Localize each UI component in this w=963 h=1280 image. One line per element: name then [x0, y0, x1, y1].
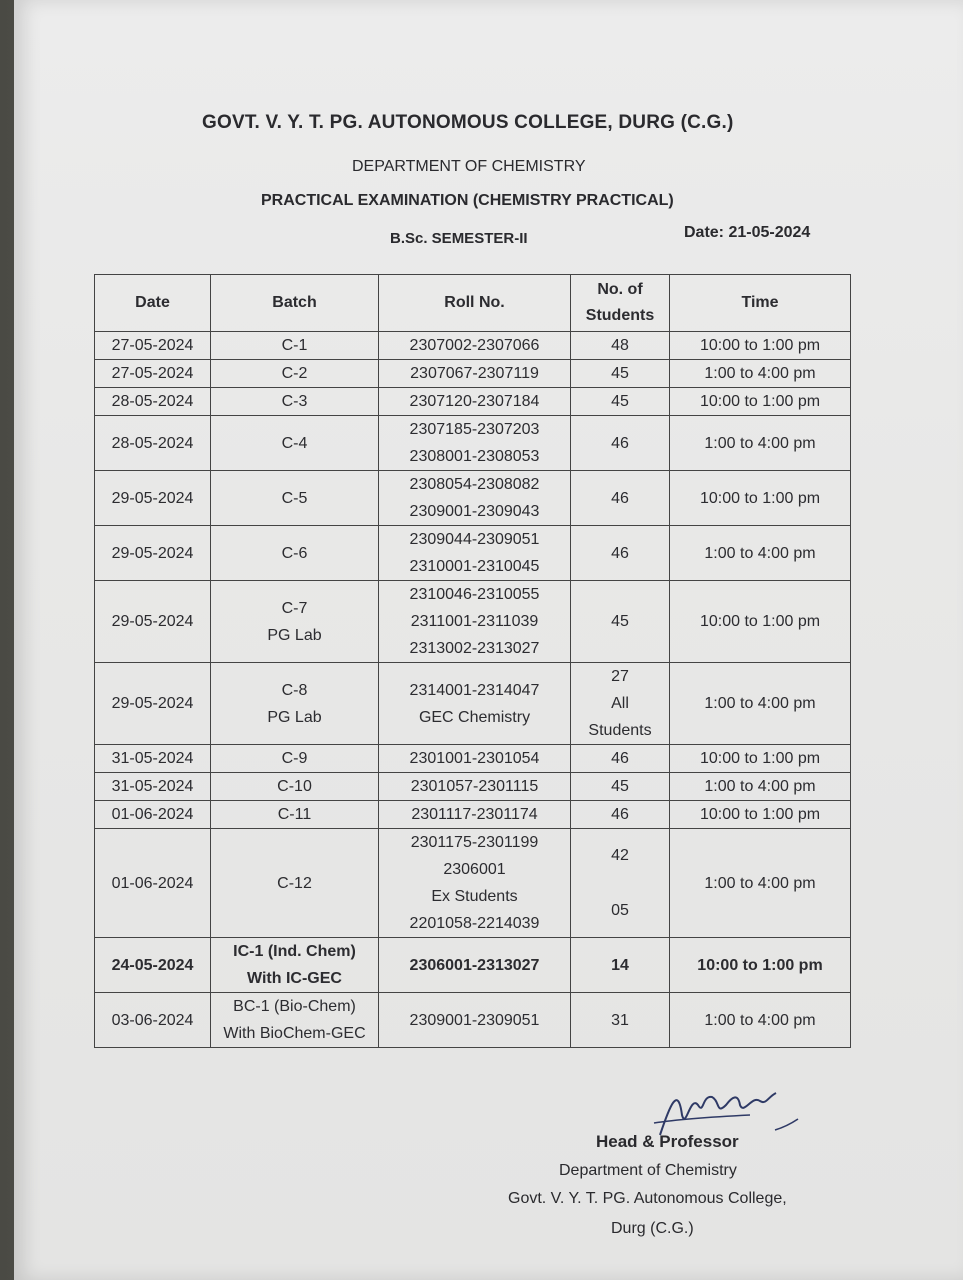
- cell-roll-no-line: 2309001-2309051: [409, 1011, 540, 1029]
- cell-date: 29-05-2024: [95, 526, 211, 581]
- college-name: GOVT. V. Y. T. PG. AUTONOMOUS COLLEGE, DURG (C.G.): [202, 112, 734, 133]
- table-row: [95, 829, 851, 938]
- cell-batch-line: C-1: [281, 337, 308, 354]
- exam-title: PRACTICAL EXAMINATION (CHEMISTRY PRACTICAL): [261, 192, 674, 209]
- cell-students: [571, 801, 670, 829]
- signatory-title: Head & Professor: [596, 1132, 739, 1151]
- semester-label: B.Sc. SEMESTER-II: [390, 230, 528, 247]
- cell-students: [571, 938, 670, 993]
- cell-students-line: 45: [611, 365, 629, 382]
- cell-roll-no: [379, 773, 571, 801]
- cell-roll-no: [379, 416, 571, 471]
- cell-roll-no: [379, 388, 571, 416]
- cell-students: [571, 416, 670, 471]
- cell-time: 10:00 to 1:00 pm: [670, 332, 851, 360]
- cell-roll-no-line: 2307185-2307203: [409, 421, 540, 438]
- cell-batch-line: C-9: [281, 750, 308, 767]
- cell-students-line: 46: [611, 806, 629, 823]
- cell-roll-no-line: 2306001: [443, 861, 506, 878]
- table-row: [95, 663, 851, 745]
- cell-roll-no: [379, 993, 571, 1048]
- cell-batch: [211, 360, 379, 388]
- cell-roll-no: [379, 745, 571, 773]
- cell-date: 03-06-2024: [95, 993, 211, 1048]
- cell-batch-line: With BioChem-GEC: [223, 1025, 366, 1042]
- cell-roll-no-line: 2201058-2214039: [409, 915, 540, 932]
- cell-roll-no-line: 2308054-2308082: [409, 476, 540, 493]
- cell-students: [571, 993, 670, 1048]
- cell-roll-no: [379, 663, 571, 745]
- cell-students: [571, 471, 670, 526]
- cell-time: 10:00 to 1:00 pm: [670, 938, 851, 993]
- cell-students: [571, 388, 670, 416]
- signatory-department: Department of Chemistry: [559, 1162, 737, 1179]
- header-roll-no: Roll No.: [379, 275, 571, 332]
- header-students: [571, 275, 670, 332]
- cell-roll-no: [379, 938, 571, 993]
- cell-students: [571, 526, 670, 581]
- cell-batch: [211, 471, 379, 526]
- cell-roll-no-line: 2301057-2301115: [410, 778, 539, 795]
- cell-roll-no: [379, 581, 571, 663]
- cell-date: 24-05-2024: [95, 938, 211, 993]
- cell-students-line: 46: [611, 489, 629, 507]
- cell-batch-line: C-3: [281, 393, 308, 410]
- cell-time: 10:00 to 1:00 pm: [670, 581, 851, 663]
- cell-roll-no-line: 2307120-2307184: [409, 393, 540, 410]
- table-header-row: [95, 275, 851, 332]
- cell-time: 10:00 to 1:00 pm: [670, 388, 851, 416]
- signatory-college: Govt. V. Y. T. PG. Autonomous College,: [508, 1190, 787, 1207]
- cell-batch-line: C-7: [281, 599, 308, 617]
- table-row: [95, 938, 851, 993]
- cell-time: 10:00 to 1:00 pm: [670, 471, 851, 526]
- header-batch: Batch: [211, 275, 379, 332]
- table-row: [95, 801, 851, 829]
- table-row: [95, 332, 851, 360]
- cell-roll-no-line: 2308001-2308053: [409, 448, 540, 465]
- cell-roll-no-line: 2313002-2313027: [409, 640, 540, 657]
- cell-time: 10:00 to 1:00 pm: [670, 801, 851, 829]
- cell-batch-line: C-6: [281, 544, 308, 562]
- cell-batch: [211, 745, 379, 773]
- cell-batch-line: C-5: [281, 489, 308, 507]
- cell-students-line: 45: [611, 393, 629, 410]
- cell-roll-no: [379, 332, 571, 360]
- header-students-line1: No. of: [597, 281, 643, 298]
- table-row: [95, 416, 851, 471]
- cell-batch: [211, 993, 379, 1048]
- signatory-location: Durg (C.G.): [611, 1220, 694, 1237]
- cell-students: [571, 360, 670, 388]
- cell-date: 27-05-2024: [95, 332, 211, 360]
- cell-roll-no-line: 2301175-2301199: [410, 834, 539, 851]
- cell-students: [571, 332, 670, 360]
- cell-time: 1:00 to 4:00 pm: [670, 360, 851, 388]
- cell-roll-no-line: 2301001-2301054: [409, 750, 540, 767]
- table-row: [95, 360, 851, 388]
- cell-time: 1:00 to 4:00 pm: [670, 663, 851, 745]
- cell-students: [571, 581, 670, 663]
- cell-batch-line: C-4: [281, 434, 308, 452]
- cell-batch-line: C-10: [277, 778, 312, 795]
- schedule-table: [94, 274, 851, 1048]
- cell-roll-no-line: GEC Chemistry: [418, 708, 531, 726]
- cell-date: 28-05-2024: [95, 388, 211, 416]
- cell-roll-no: [379, 829, 571, 938]
- cell-batch-line: C-8: [281, 681, 308, 699]
- cell-date: 31-05-2024: [95, 745, 211, 773]
- table-body: [95, 332, 851, 1048]
- cell-batch: [211, 526, 379, 581]
- cell-students-line: 48: [611, 337, 629, 354]
- cell-date: 29-05-2024: [95, 581, 211, 663]
- cell-batch-line: PG Lab: [267, 626, 322, 644]
- cell-time: 1:00 to 4:00 pm: [670, 773, 851, 801]
- cell-batch: [211, 773, 379, 801]
- cell-students-line: 46: [611, 750, 629, 767]
- cell-roll-no-line: 2307067-2307119: [410, 365, 539, 382]
- cell-roll-no-line: 2301117-2301174: [411, 806, 538, 823]
- cell-students-line: 45: [611, 778, 629, 795]
- cell-date: 01-06-2024: [95, 801, 211, 829]
- cell-roll-no-line: 2310001-2310045: [409, 558, 540, 575]
- cell-roll-no: [379, 471, 571, 526]
- cell-date: 01-06-2024: [95, 829, 211, 938]
- table-row: [95, 581, 851, 663]
- cell-students-line: All: [611, 695, 629, 712]
- cell-batch-line: C-2: [281, 365, 308, 382]
- cell-time: 10:00 to 1:00 pm: [670, 745, 851, 773]
- cell-date: 27-05-2024: [95, 360, 211, 388]
- cell-batch-line: C-12: [277, 874, 312, 892]
- cell-students-line: 31: [611, 1011, 629, 1029]
- department-name: DEPARTMENT OF CHEMISTRY: [352, 158, 586, 175]
- cell-date: 31-05-2024: [95, 773, 211, 801]
- cell-time: 1:00 to 4:00 pm: [670, 993, 851, 1048]
- cell-roll-no-line: 2306001-2313027: [409, 956, 540, 974]
- table-row: [95, 773, 851, 801]
- cell-students: [571, 745, 670, 773]
- table-row: [95, 745, 851, 773]
- cell-roll-no-line: Ex Students: [431, 888, 518, 905]
- cell-batch: [211, 663, 379, 745]
- cell-roll-no-line: 2314001-2314047: [409, 681, 540, 699]
- cell-roll-no-line: 2310046-2310055: [409, 586, 540, 603]
- cell-roll-no: [379, 526, 571, 581]
- cell-students-line: 45: [611, 613, 629, 630]
- cell-batch: [211, 801, 379, 829]
- cell-students-line: Students: [588, 722, 652, 739]
- cell-batch-line: BC-1 (Bio-Chem): [233, 998, 356, 1015]
- cell-date: 28-05-2024: [95, 416, 211, 471]
- header-time: Time: [670, 275, 851, 332]
- table-row: [95, 471, 851, 526]
- cell-batch: [211, 416, 379, 471]
- cell-batch: [211, 829, 379, 938]
- cell-roll-no: [379, 360, 571, 388]
- cell-students-line: 46: [611, 544, 629, 562]
- table-row: [95, 993, 851, 1048]
- cell-date: 29-05-2024: [95, 471, 211, 526]
- cell-students: [571, 829, 670, 938]
- cell-students-line: 14: [611, 956, 629, 974]
- header-students-line2: Students: [585, 307, 655, 324]
- cell-roll-no-line: 2311001-2311039: [410, 613, 539, 630]
- cell-batch-line: With IC-GEC: [247, 970, 342, 987]
- table-row: [95, 526, 851, 581]
- cell-batch: [211, 581, 379, 663]
- table-row: [95, 388, 851, 416]
- cell-students-line: 46: [611, 434, 629, 452]
- header-date: Date: [95, 275, 211, 332]
- cell-roll-no-line: 2307002-2307066: [409, 337, 540, 354]
- cell-time: 1:00 to 4:00 pm: [670, 526, 851, 581]
- cell-batch: [211, 332, 379, 360]
- cell-roll-no-line: 2309044-2309051: [409, 531, 540, 548]
- cell-students: [571, 773, 670, 801]
- notice-date: Date: 21-05-2024: [684, 224, 811, 241]
- cell-students-line: 27: [611, 668, 629, 685]
- cell-students-line: 42: [611, 847, 629, 864]
- cell-time: 1:00 to 4:00 pm: [670, 829, 851, 938]
- cell-roll-no: [379, 801, 571, 829]
- cell-roll-no-line: 2309001-2309043: [409, 503, 540, 520]
- cell-time: 1:00 to 4:00 pm: [670, 416, 851, 471]
- cell-students-line: 05: [611, 902, 629, 919]
- cell-batch-line: PG Lab: [267, 708, 322, 726]
- cell-date: 29-05-2024: [95, 663, 211, 745]
- cell-batch: [211, 938, 379, 993]
- cell-students: [571, 663, 670, 745]
- cell-batch-line: C-11: [277, 806, 312, 823]
- cell-batch-line: IC-1 (Ind. Chem): [233, 943, 356, 960]
- cell-batch: [211, 388, 379, 416]
